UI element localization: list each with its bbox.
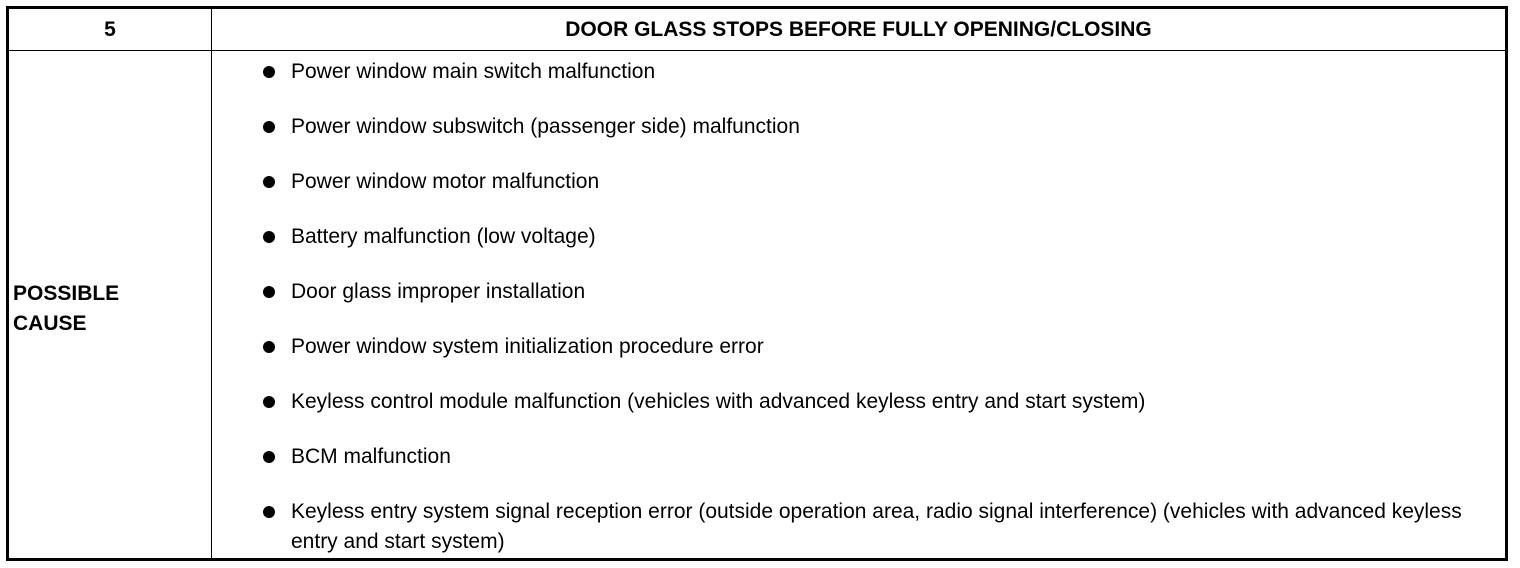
- list-item: [259, 442, 1489, 472]
- list-item: [259, 57, 1489, 87]
- list-item: [259, 112, 1489, 142]
- cause-text: Power window motor malfunction: [291, 170, 600, 193]
- bullet-icon: [263, 121, 275, 133]
- symptom-title: DOOR GLASS STOPS BEFORE FULLY OPENING/CLOSING: [565, 18, 1152, 41]
- list-item: [259, 387, 1489, 417]
- bullet-icon: [263, 231, 275, 243]
- list-item: [259, 222, 1489, 252]
- step-number: 5: [104, 18, 116, 41]
- label-line-1: POSSIBLE: [13, 282, 120, 305]
- cause-text: Battery malfunction (low voltage): [291, 225, 596, 248]
- bullet-icon: [263, 176, 275, 188]
- list-item: [259, 332, 1489, 362]
- bullet-icon: [263, 451, 275, 463]
- bullet-icon: [263, 286, 275, 298]
- list-item: [259, 167, 1489, 197]
- cause-text: Power window subswitch (passenger side) malfunction: [291, 115, 800, 138]
- cause-text: Keyless control module malfunction (vehicles with advanced keyless entry and start system): [291, 390, 1146, 413]
- list-item: [259, 277, 1489, 307]
- list-item: [259, 497, 1489, 557]
- bullet-icon: [263, 396, 275, 408]
- troubleshooting-table: [6, 6, 1508, 561]
- label-line-2: CAUSE: [13, 312, 87, 335]
- bullet-icon: [263, 341, 275, 353]
- bullet-icon: [263, 66, 275, 78]
- cause-text: Power window system initialization procedure error: [291, 335, 764, 358]
- table-header-row: [9, 9, 1505, 51]
- cause-text: Door glass improper installation: [291, 280, 586, 303]
- bullet-icon: [263, 506, 275, 518]
- column-divider: [211, 9, 212, 558]
- possible-cause-label: [13, 279, 203, 339]
- cause-list: [259, 57, 1489, 557]
- cause-text: Keyless entry system signal reception error (outside operation area, radio signal interference) (vehicles with advanced keyless entry and start system): [291, 500, 1462, 553]
- cause-text: BCM malfunction: [291, 445, 451, 468]
- cause-text: Power window main switch malfunction: [291, 60, 656, 83]
